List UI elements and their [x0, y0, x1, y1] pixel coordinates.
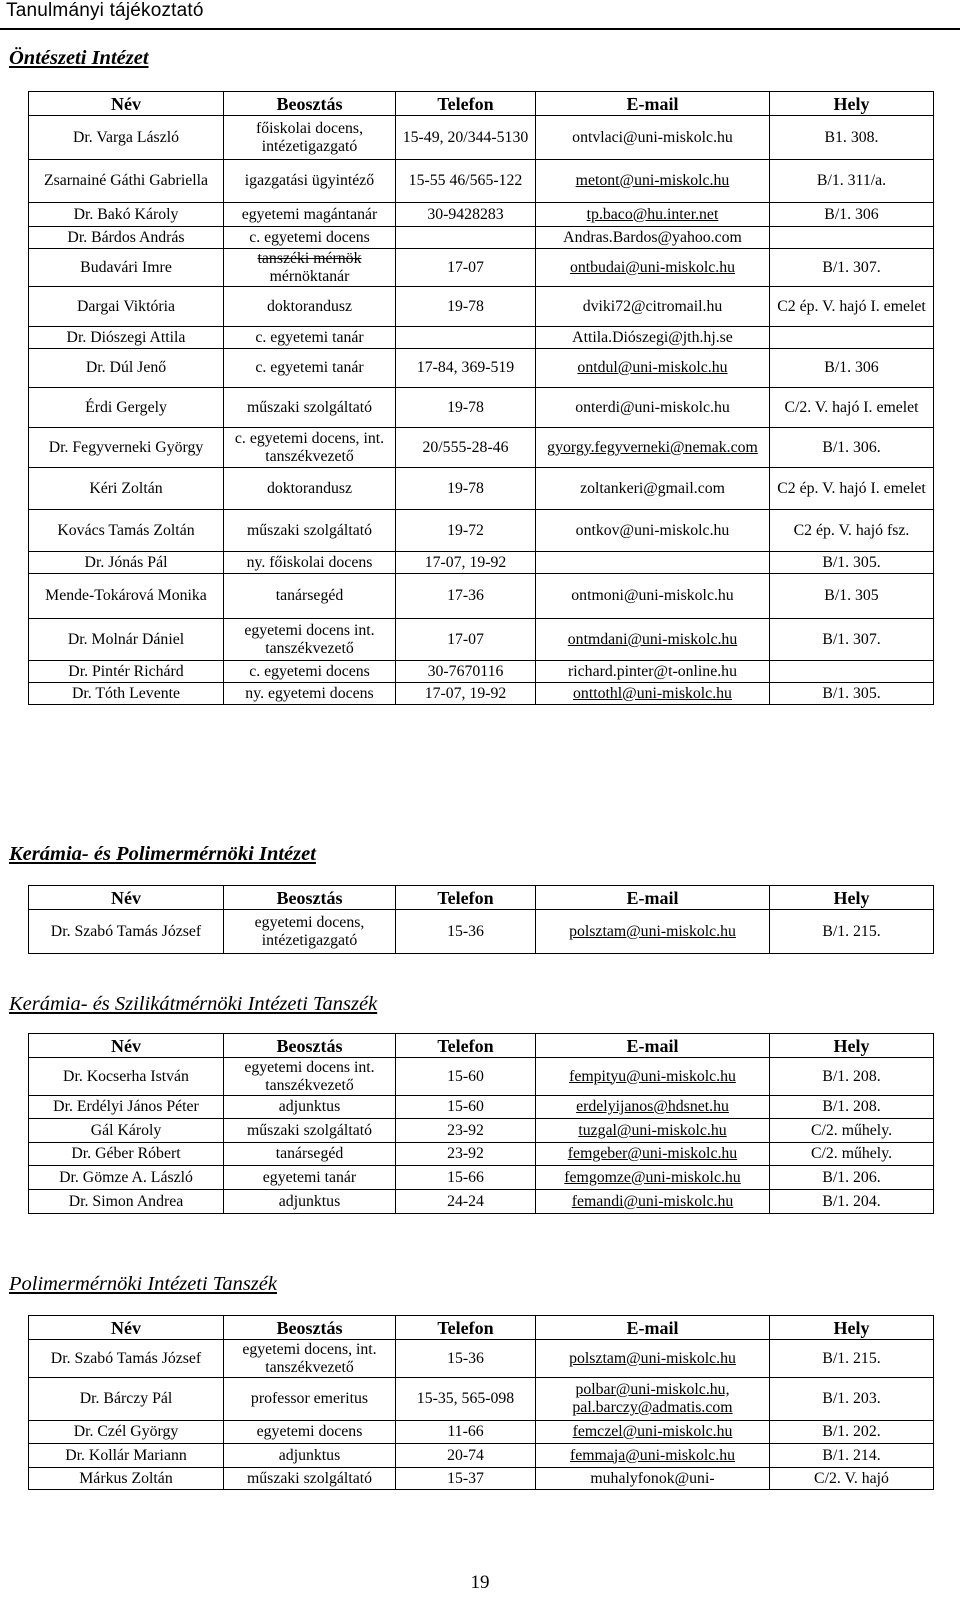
table-cell [536, 1143, 770, 1166]
table-cell: Dr. Szabó Tamás József [29, 1340, 224, 1378]
table-cell: Dargai Viktória [29, 287, 224, 327]
table-cell: adjunktus [224, 1190, 396, 1214]
table-row [29, 287, 934, 327]
table-cell: 17-84, 369-519 [396, 349, 536, 388]
table-cell: 23-92 [396, 1119, 536, 1143]
table-row [29, 227, 934, 249]
email-link[interactable]: Attila.Diószegi@jth.hj.se [572, 328, 733, 346]
column-header: Név [29, 1316, 224, 1340]
table-cell: 17-07, 19-92 [396, 683, 536, 705]
table-row [29, 1421, 934, 1444]
table-header-row [29, 886, 934, 910]
table-row [29, 160, 934, 203]
email-link[interactable]: onterdi@uni-miskolc.hu [575, 398, 730, 416]
column-header: Hely [770, 1316, 934, 1340]
table-row [29, 1058, 934, 1096]
table-cell: doktorandusz [224, 468, 396, 510]
header-rule [0, 28, 960, 30]
table-cell: C2 ép. V. hajó fsz. [770, 510, 934, 552]
table-cell: egyetemi tanár [224, 1166, 396, 1190]
table-cell: c. egyetemi docens [224, 227, 396, 249]
table-cell: 17-07 [396, 249, 536, 287]
table-row [29, 1166, 934, 1190]
email-link[interactable]: femandi@uni-miskolc.hu [571, 1192, 734, 1210]
table-cell: C/2. műhely. [770, 1143, 934, 1166]
email-link[interactable]: muhalyfonok@uni- [590, 1469, 715, 1487]
column-header: E-mail [536, 886, 770, 910]
table-cell: 15-66 [396, 1166, 536, 1190]
table-cell: B/1. 307. [770, 619, 934, 661]
table-cell: B/1. 214. [770, 1444, 934, 1468]
table-cell: tanszéki mérnök mérnöktanár [224, 249, 396, 287]
table-cell: c. egyetemi docens, int. tanszékvezető [224, 428, 396, 468]
email-link[interactable]: metont@uni-miskolc.hu [575, 172, 730, 189]
table-cell: 15-36 [396, 1340, 536, 1378]
table-cell: B/1. 206. [770, 1166, 934, 1190]
table-row [29, 249, 934, 287]
table-cell [536, 388, 770, 428]
table-cell: Zsarnainé Gáthi Gabriella [29, 160, 224, 203]
email-link[interactable]: femmaja@uni-miskolc.hu [569, 1446, 736, 1464]
table-cell: C/2. műhely. [770, 1119, 934, 1143]
table-cell: Dr. Bárczy Pál [29, 1378, 224, 1421]
table-cell: Dr. Tóth Levente [29, 683, 224, 705]
table-cell: Dr. Pintér Richárd [29, 661, 224, 683]
table-cell [396, 227, 536, 249]
column-header: Hely [770, 1034, 934, 1058]
table-cell: Dr. Fegyverneki György [29, 428, 224, 468]
table-cell: egyetemi docens int. tanszékvezető [224, 1058, 396, 1096]
staff-table [28, 1033, 934, 1214]
table-row [29, 552, 934, 574]
table-cell: Dr. Bárdos András [29, 227, 224, 249]
table-cell [770, 227, 934, 249]
staff-table [28, 1315, 934, 1490]
table-cell: Dr. Szabó Tamás József [29, 910, 224, 954]
table-cell [536, 1444, 770, 1468]
table-cell: 19-78 [396, 287, 536, 327]
table-cell [536, 1340, 770, 1378]
table-cell: Dr. Czél György [29, 1421, 224, 1444]
table-cell: C/2. V. hajó [770, 1468, 934, 1490]
table-cell: Érdi Gergely [29, 388, 224, 428]
table-cell: doktorandusz [224, 287, 396, 327]
page-number: 19 [470, 1572, 490, 1593]
email-link[interactable]: polbar@uni-miskolc.hu, pal.barczy@admatis.com [572, 1381, 733, 1416]
table-row [29, 1340, 934, 1378]
running-header: Tanulmányi tájékoztató [6, 0, 204, 21]
table-cell: 20-74 [396, 1444, 536, 1468]
table-cell: B1. 308. [770, 116, 934, 160]
table-row [29, 349, 934, 388]
table-cell: C2 ép. V. hajó I. emelet [770, 468, 934, 510]
column-header: Beosztás [224, 92, 396, 116]
column-header: Név [29, 92, 224, 116]
table-cell [536, 1421, 770, 1444]
table-cell: 11-66 [396, 1421, 536, 1444]
table-cell [536, 428, 770, 468]
table-cell: C2 ép. V. hajó I. emelet [770, 287, 934, 327]
table-row [29, 388, 934, 428]
table-cell [536, 287, 770, 327]
table-cell: műszaki szolgáltató [224, 388, 396, 428]
table-cell: 19-72 [396, 510, 536, 552]
table-cell: 15-36 [396, 910, 536, 954]
column-header: Beosztás [224, 1034, 396, 1058]
table-cell: B/1. 208. [770, 1058, 934, 1096]
table-cell: B/1. 208. [770, 1096, 934, 1119]
column-header: Beosztás [224, 886, 396, 910]
table-cell: c. egyetemi tanár [224, 327, 396, 349]
table-cell: Kéri Zoltán [29, 468, 224, 510]
table-cell: 15-60 [396, 1096, 536, 1119]
table-cell [536, 1096, 770, 1119]
table-cell [536, 1058, 770, 1096]
table-cell [536, 661, 770, 683]
email-link[interactable]: erdelyijanos@hdsnet.hu [576, 1098, 729, 1115]
email-link[interactable]: polsztam@uni-miskolc.hu [569, 1349, 736, 1367]
table-cell: Dr. Dúl Jenő [29, 349, 224, 388]
table-row [29, 574, 934, 619]
staff-table [28, 885, 934, 954]
table-cell: Dr. Gömze A. László [29, 1166, 224, 1190]
table-row [29, 510, 934, 552]
table-cell: Dr. Molnár Dániel [29, 619, 224, 661]
column-header: E-mail [536, 1034, 770, 1058]
table-cell: Dr. Géber Róbert [29, 1143, 224, 1166]
email-link[interactable]: ontvlaci@uni-miskolc.hu [572, 128, 733, 146]
table-cell [536, 160, 770, 203]
email-link[interactable]: polsztam@uni-miskolc.hu [569, 922, 736, 940]
table-cell [536, 1378, 770, 1421]
table-row [29, 619, 934, 661]
table-cell: B/1. 203. [770, 1378, 934, 1421]
table-cell: 15-60 [396, 1058, 536, 1096]
table-cell: egyetemi docens [224, 1421, 396, 1444]
table-cell [536, 619, 770, 661]
column-header: Telefon [396, 1316, 536, 1340]
column-header: Hely [770, 886, 934, 910]
table-row [29, 1468, 934, 1490]
table-cell: 17-07 [396, 619, 536, 661]
table-cell: 23-92 [396, 1143, 536, 1166]
email-link[interactable]: tp.baco@hu.inter.net [586, 205, 719, 223]
email-link[interactable]: tuzgal@uni-miskolc.hu [578, 1121, 727, 1139]
table-cell: 15-35, 565-098 [396, 1378, 536, 1421]
table-header-row [29, 1316, 934, 1340]
column-header: Név [29, 886, 224, 910]
section-title: Öntészeti Intézet [9, 47, 149, 69]
column-header: Név [29, 1034, 224, 1058]
table-cell: Kovács Tamás Zoltán [29, 510, 224, 552]
table-cell: Budavári Imre [29, 249, 224, 287]
table-cell: Dr. Bakó Károly [29, 203, 224, 227]
column-header: Telefon [396, 92, 536, 116]
table-cell: 17-07, 19-92 [396, 552, 536, 574]
email-link[interactable]: ontdul@uni-miskolc.hu [577, 359, 728, 376]
email-link[interactable]: ontbudai@uni-miskolc.hu [569, 258, 736, 276]
table-cell: B/1. 215. [770, 910, 934, 954]
table-row [29, 910, 934, 954]
table-cell: 24-24 [396, 1190, 536, 1214]
table-row [29, 116, 934, 160]
table-cell: B/1. 311/a. [770, 160, 934, 203]
table-cell: műszaki szolgáltató [224, 1468, 396, 1490]
table-cell: ny. főiskolai docens [224, 552, 396, 574]
section-title: Kerámia- és Szilikátmérnöki Intézeti Tanszék [9, 993, 378, 1015]
table-cell [536, 1119, 770, 1143]
table-cell: adjunktus [224, 1444, 396, 1468]
table-cell: professor emeritus [224, 1378, 396, 1421]
table-cell: Dr. Kollár Mariann [29, 1444, 224, 1468]
table-cell: c. egyetemi docens [224, 661, 396, 683]
email-link[interactable]: richard.pinter@t-online.hu [568, 662, 737, 680]
table-cell [536, 510, 770, 552]
section-title: Polimermérnöki Intézeti Tanszék [9, 1273, 277, 1295]
table-cell: Dr. Kocserha István [29, 1058, 224, 1096]
table-cell: B/1. 204. [770, 1190, 934, 1214]
table-cell: ny. egyetemi docens [224, 683, 396, 705]
email-link[interactable]: gyorgy.fegyverneki@nemak.com [547, 438, 758, 456]
staff-table [28, 91, 934, 705]
table-header-row [29, 1034, 934, 1058]
table-cell: tanársegéd [224, 1143, 396, 1166]
table-cell: B/1. 306. [770, 428, 934, 468]
table-row [29, 1143, 934, 1166]
table-row [29, 468, 934, 510]
table-cell [396, 327, 536, 349]
table-cell [536, 349, 770, 388]
column-header: E-mail [536, 1316, 770, 1340]
table-row [29, 327, 934, 349]
table-row [29, 1119, 934, 1143]
column-header: E-mail [536, 92, 770, 116]
table-cell [536, 1166, 770, 1190]
table-cell: 17-36 [396, 574, 536, 619]
table-row [29, 1096, 934, 1119]
table-cell: adjunktus [224, 1096, 396, 1119]
table-cell: B/1. 215. [770, 1340, 934, 1378]
email-link[interactable]: ontmdani@uni-miskolc.hu [567, 630, 738, 648]
table-cell [536, 327, 770, 349]
table-cell: Dr. Simon Andrea [29, 1190, 224, 1214]
email-link[interactable]: ontkov@uni-miskolc.hu [575, 521, 730, 539]
table-cell [770, 327, 934, 349]
table-cell: egyetemi magántanár [224, 203, 396, 227]
table-cell [536, 116, 770, 160]
table-cell: műszaki szolgáltató [224, 510, 396, 552]
table-cell: 20/555-28-46 [396, 428, 536, 468]
table-cell [536, 468, 770, 510]
column-header: Hely [770, 92, 934, 116]
table-cell: főiskolai docens, intézetigazgató [224, 116, 396, 160]
table-row [29, 1378, 934, 1421]
struck-text: tanszéki mérnök [257, 249, 362, 267]
table-cell: 19-78 [396, 388, 536, 428]
table-cell: Dr. Varga László [29, 116, 224, 160]
table-cell: Dr. Jónás Pál [29, 552, 224, 574]
table-cell [536, 574, 770, 619]
table-cell: Márkus Zoltán [29, 1468, 224, 1490]
table-cell: B/1. 306 [770, 203, 934, 227]
email-link[interactable]: fempityu@uni-miskolc.hu [569, 1067, 736, 1085]
email-link[interactable]: femczel@uni-miskolc.hu [572, 1423, 733, 1440]
table-cell: tanársegéd [224, 574, 396, 619]
table-cell: 15-49, 20/344-5130 [396, 116, 536, 160]
table-cell: C/2. V. hajó I. emelet [770, 388, 934, 428]
email-link[interactable]: femgomze@uni-miskolc.hu [564, 1168, 741, 1186]
table-row [29, 683, 934, 705]
table-cell: c. egyetemi tanár [224, 349, 396, 388]
table-cell: egyetemi docens, intézetigazgató [224, 910, 396, 954]
table-cell: műszaki szolgáltató [224, 1119, 396, 1143]
email-link[interactable]: femgeber@uni-miskolc.hu [567, 1145, 738, 1162]
table-cell: B/1. 305. [770, 552, 934, 574]
section-title: Kerámia- és Polimermérnöki Intézet [9, 843, 316, 865]
table-row [29, 661, 934, 683]
email-link[interactable]: onttothl@uni-miskolc.hu [573, 684, 732, 702]
table-row [29, 428, 934, 468]
table-cell: B/1. 202. [770, 1421, 934, 1444]
table-cell: 19-78 [396, 468, 536, 510]
table-row [29, 203, 934, 227]
table-cell [536, 910, 770, 954]
table-cell: Mende-Tokárová Monika [29, 574, 224, 619]
table-cell [536, 249, 770, 287]
table-cell [536, 1190, 770, 1214]
email-link[interactable]: zoltankeri@gmail.com [580, 479, 725, 497]
table-cell: Dr. Erdélyi János Péter [29, 1096, 224, 1119]
table-cell [536, 227, 770, 249]
table-cell: Gál Károly [29, 1119, 224, 1143]
table-cell: Dr. Diószegi Attila [29, 327, 224, 349]
column-header: Beosztás [224, 1316, 396, 1340]
table-cell [536, 552, 770, 574]
table-cell: B/1. 305 [770, 574, 934, 619]
email-link[interactable]: dviki72@citromail.hu [582, 297, 723, 315]
column-header: Telefon [396, 886, 536, 910]
table-row [29, 1444, 934, 1468]
table-cell: B/1. 305. [770, 683, 934, 705]
table-cell: B/1. 306 [770, 349, 934, 388]
table-cell [770, 661, 934, 683]
table-cell: egyetemi docens int. tanszékvezető [224, 619, 396, 661]
table-cell [536, 683, 770, 705]
table-cell: 15-55 46/565-122 [396, 160, 536, 203]
table-header-row [29, 92, 934, 116]
table-row [29, 1190, 934, 1214]
table-cell: egyetemi docens, int. tanszékvezető [224, 1340, 396, 1378]
table-cell [536, 1468, 770, 1490]
email-link[interactable]: ontmoni@uni-miskolc.hu [571, 587, 734, 604]
table-cell: B/1. 307. [770, 249, 934, 287]
table-cell: igazgatási ügyintéző [224, 160, 396, 203]
table-cell: 30-7670116 [396, 661, 536, 683]
table-cell: 30-9428283 [396, 203, 536, 227]
table-cell [536, 203, 770, 227]
column-header: Telefon [396, 1034, 536, 1058]
table-cell: 15-37 [396, 1468, 536, 1490]
email-link[interactable]: Andras.Bardos@yahoo.com [563, 228, 742, 246]
